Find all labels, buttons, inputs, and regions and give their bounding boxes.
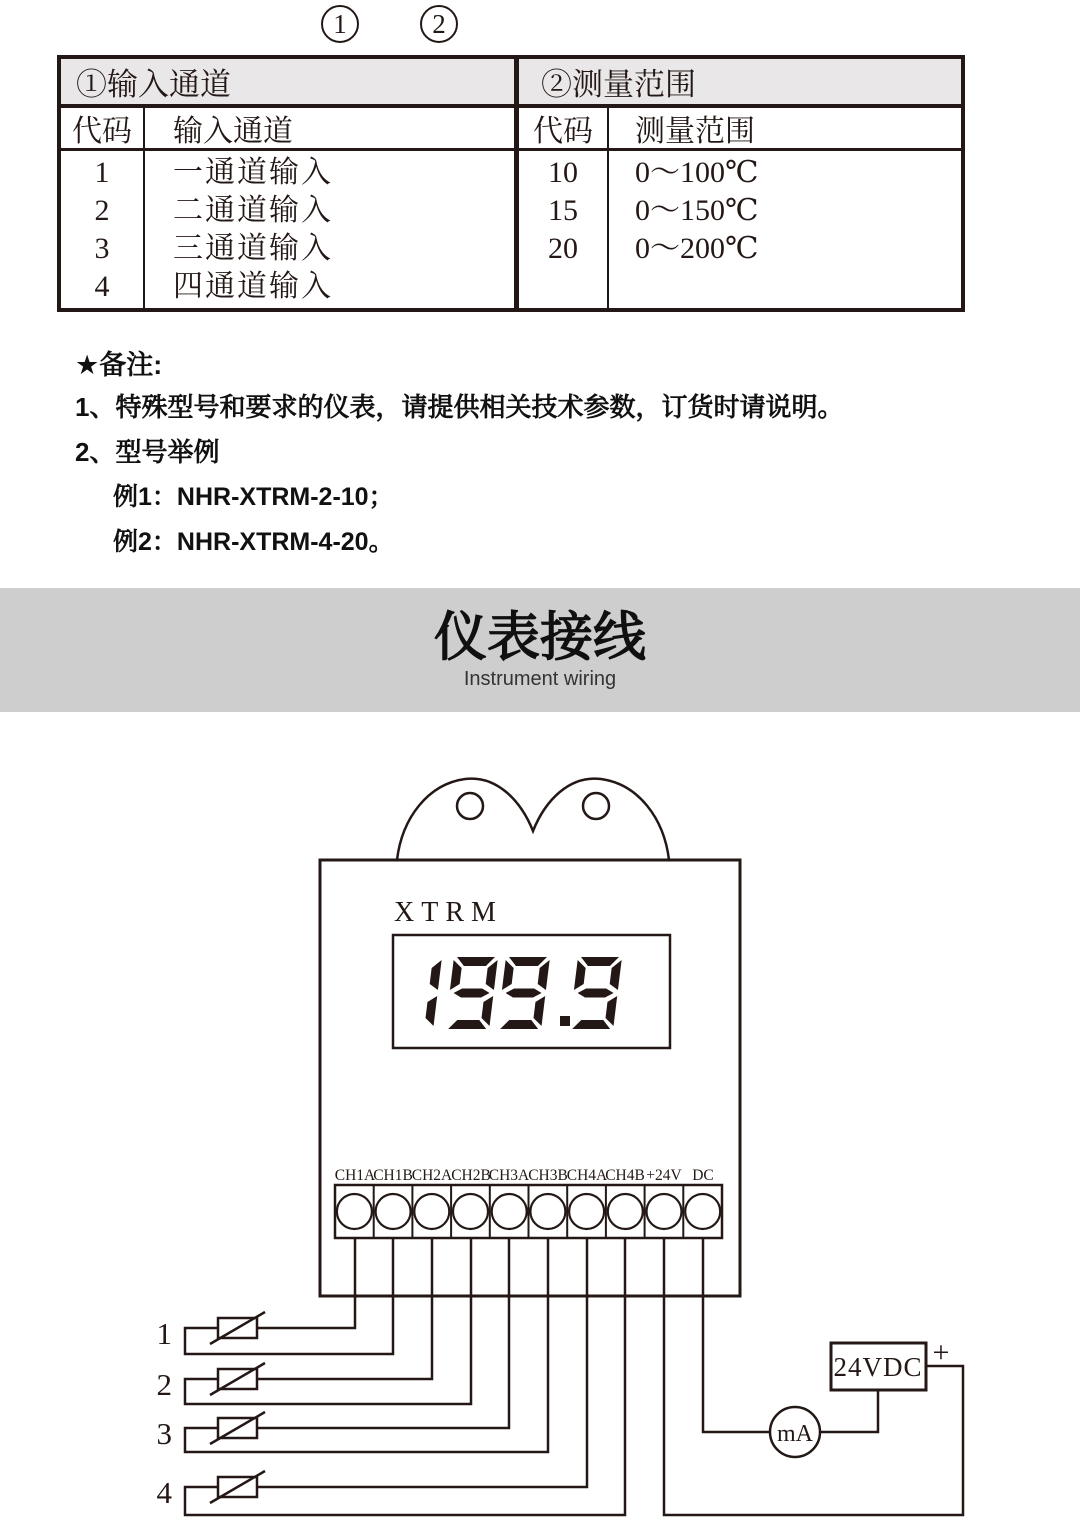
terminal-label-dc: DC (692, 1167, 714, 1184)
col-header-measure-range: 测量范围 (609, 108, 961, 151)
table-cell: 10 (548, 156, 578, 189)
notes-item-2: 2、型号举例 (75, 437, 220, 467)
notes-title: ★备注: (75, 350, 163, 380)
table-cell: 0～200℃ (635, 232, 759, 265)
table-cell: 2 (94, 194, 110, 227)
table-header-measure-range: ②测量范围 (519, 59, 961, 108)
instrument-body (320, 860, 740, 1296)
table-cell: 4 (94, 270, 110, 303)
mounting-hole-left (457, 793, 483, 819)
table-cell: 一通道输入 (173, 156, 333, 189)
table-cell: 3 (94, 232, 110, 265)
terminal-separators (374, 1185, 684, 1238)
terminal-label-ch3a: CH3A (488, 1167, 530, 1184)
banner-title: 仪表接线 (434, 607, 646, 667)
power-polarity-plus: + (932, 1336, 950, 1369)
terminal-label-ch4a: CH4A (566, 1167, 608, 1184)
terminal-screw (569, 1194, 604, 1229)
sensor-4-label: 4 (156, 1475, 172, 1510)
sensor-3-label: 3 (156, 1416, 172, 1451)
marker-1-digit: 1 (333, 8, 347, 39)
marker-2-digit: 2 (432, 8, 446, 39)
sensor-2-label: 2 (156, 1367, 172, 1402)
terminal-label-ch1a: CH1A (334, 1167, 376, 1184)
wire-meter-to-power (820, 1390, 878, 1432)
table-cell: 1 (94, 156, 110, 189)
table-cell: 0～100℃ (635, 156, 759, 189)
current-meter-label: mA (777, 1421, 813, 1447)
sensor-3 (157, 1412, 266, 1451)
display-digit (445, 957, 498, 1029)
banner-subtitle: Instrument wiring (463, 667, 617, 690)
current-meter (770, 1407, 820, 1457)
terminal-screw (530, 1194, 565, 1229)
terminal-strip (335, 1185, 722, 1238)
wire-ch1a (257, 1238, 355, 1328)
terminal-label-24v: +24V (646, 1167, 682, 1184)
terminal-screw (685, 1194, 720, 1229)
table-cell: 三通道输入 (173, 232, 333, 265)
display-digit (569, 957, 622, 1029)
col-header-input-channel: 输入通道 (145, 108, 519, 151)
terminal-label-ch3b: CH3B (528, 1167, 568, 1184)
terminal-label-ch2a: CH2A (411, 1167, 453, 1184)
terminal-label-ch4b: CH4B (605, 1167, 645, 1184)
sensor-4 (157, 1471, 266, 1510)
wire-ch4b (185, 1238, 625, 1515)
table-header-input-channel: ①输入通道 (61, 59, 519, 108)
display-decimal-point (560, 1016, 570, 1026)
table-cell: 0～150℃ (635, 194, 759, 227)
notes-example-1: 例1：NHR-XTRM-2-10； (113, 483, 394, 511)
terminal-screw (608, 1194, 643, 1229)
display-digit (497, 957, 550, 1029)
wire-ch3b (185, 1238, 548, 1452)
sensors (157, 1312, 266, 1510)
table-cell: 20 (548, 232, 578, 265)
terminal-screw (453, 1194, 488, 1229)
table-cell: 15 (548, 194, 578, 227)
col-header-code-left: 代码 (61, 108, 145, 151)
wire-ch2a (257, 1238, 432, 1379)
terminal-screw (337, 1194, 372, 1229)
display-value-digits (425, 957, 622, 1029)
terminal-label-ch1b: CH1B (373, 1167, 413, 1184)
notes-example-2: 例2：NHR-XTRM-4-20。 (113, 528, 394, 556)
terminal-screw (492, 1194, 527, 1229)
sensor-1 (157, 1312, 266, 1351)
terminal-screw (376, 1194, 411, 1229)
mounting-hole-right (583, 793, 609, 819)
display-digit (425, 960, 442, 1026)
mounting-ears (397, 779, 669, 860)
col-header-code-right: 代码 (519, 108, 609, 151)
sensor-2 (157, 1363, 266, 1402)
device-label: XTRM (394, 897, 503, 928)
terminal-screw (647, 1194, 682, 1229)
table-cell: 四通道输入 (173, 270, 333, 303)
wire-dc-to-meter (703, 1238, 770, 1432)
table-cell: 二通道输入 (173, 194, 333, 227)
power-supply (831, 1336, 949, 1390)
power-supply-label: 24VDC (833, 1352, 923, 1382)
sensor-1-label: 1 (156, 1316, 172, 1351)
terminal-screw (414, 1194, 449, 1229)
wire-ch4a (257, 1238, 587, 1487)
terminal-label-ch2b: CH2B (451, 1167, 491, 1184)
notes-item-1: 1、特殊型号和要求的仪表，请提供相关技术参数，订货时请说明。 (75, 392, 844, 422)
